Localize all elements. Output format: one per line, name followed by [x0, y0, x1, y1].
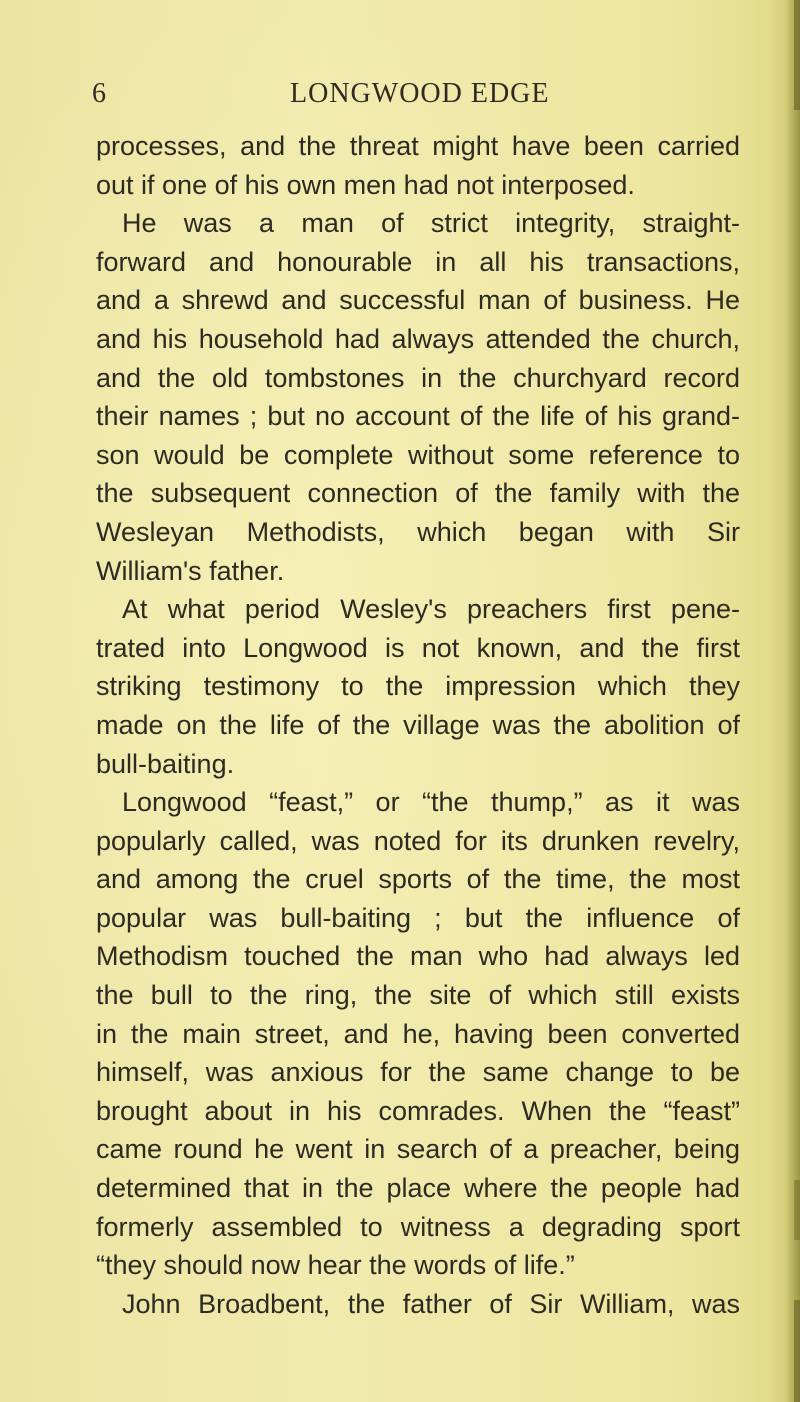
text-line: John Broadbent, the father of Sir William, was — [122, 1288, 740, 1319]
text-line: formerly assembled to witness a degrading sport — [96, 1211, 740, 1242]
text-line: out if one of his own men had not interposed. — [96, 169, 635, 200]
text-line: and among the cruel sports of the time, the most — [96, 864, 740, 895]
text-line: came round he went in search of a preacher, being — [96, 1134, 740, 1165]
text-line: son would be complete without some reference to — [96, 439, 740, 470]
text-line: “they should now hear the words of life.” — [96, 1250, 575, 1281]
text-line: in the main street, and he, having been converted — [96, 1018, 740, 1049]
text-line: At what period Wesley's preachers first pene- — [122, 594, 740, 625]
text-line: and his household had always attended the church, — [96, 323, 740, 354]
text-line: forward and honourable in all his transactions, — [96, 246, 740, 277]
text-line: processes, and the threat might have been carried — [96, 131, 740, 161]
page-edge-mark-middle — [794, 1180, 800, 1240]
text-line: trated into Longwood is not known, and the first — [96, 632, 740, 663]
text-line: determined that in the place where the people had — [96, 1173, 740, 1204]
text-line: William's father. — [96, 555, 285, 586]
body-text — [96, 127, 740, 1323]
text-line: their names ; but no account of the life of his grand- — [96, 401, 740, 432]
text-line: popular was bull-baiting ; but the influence of — [96, 902, 740, 933]
text-line: Wesleyan Methodists, which began with Sir — [96, 516, 740, 547]
text-line: himself, was anxious for the same change to be — [96, 1057, 740, 1088]
text-line: Methodism touched the man who had always led — [96, 941, 740, 972]
text-line: popularly called, was noted for its drunken revelry, — [96, 825, 740, 856]
text-line: and a shrewd and successful man of business. He — [96, 285, 740, 316]
text-line: the subsequent connection of the family with the — [96, 478, 740, 509]
text-line: He was a man of strict integrity, straight- — [122, 208, 740, 239]
running-title: LONGWOOD EDGE — [290, 78, 550, 109]
page-number: 6 — [92, 78, 106, 109]
text-line: brought about in his comrades. When the “feast” — [96, 1095, 740, 1126]
text-line: made on the life of the village was the abolition of — [96, 709, 740, 740]
page-edge-mark-bottom — [794, 1300, 800, 1402]
text-line: Longwood “feast,” or “the thump,” as it was — [122, 787, 740, 818]
page-header — [0, 78, 800, 118]
text-line: the bull to the ring, the site of which still exists — [96, 980, 740, 1011]
text-line: bull-baiting. — [96, 748, 235, 779]
text-line: striking testimony to the impression which they — [96, 671, 740, 702]
text-line: and the old tombstones in the churchyard record — [96, 362, 740, 393]
